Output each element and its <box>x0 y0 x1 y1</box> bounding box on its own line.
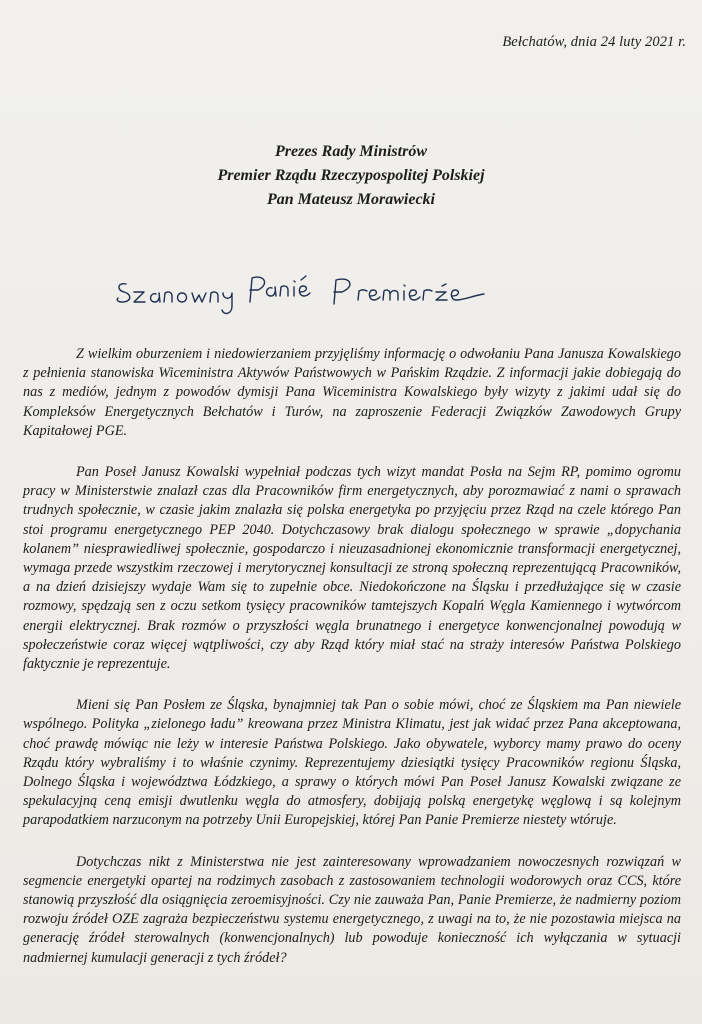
addressee-block <box>0 140 702 212</box>
letter-body <box>23 345 681 968</box>
paragraph-2: Pan Poseł Janusz Kowalski wypełniał podczas tych wizyt mandat Posła na Sejm RP, pomimo ogromu pracy w Ministerstwie znalazł czas dla Pracowników firm energetycznych, aby porozmawiać z nami o sprawach trudnych społecznie, w czasie jakim znalazła się polska energetyka po przyjęciu przez Rząd na czele którego Pan stoi programu energetycznego PEP 2040. Dotychczasowy brak dialogu społecznego w sprawie „dopychania kolanem” niesprawiedliwej społecznie, gospodarczo i nieuzasadnionej ekonomicznie transformacji energetycznej, wymaga przede wszystkim rzeczowej i merytorycznej konsultacji ze stroną społeczną reprezentującą Pracowników, a na dzień dzisiejszy wydaje Wam się to zupełnie obce. Niedokończone na Śląsku i przedłużające się w czasie rozmowy, spędzają sen z oczu setkom tysięcy pracowników tamtejszych Kopalń Węgla Kamiennego i wytwórcom energii elektrycznej. Brak rozmów o przyszłości węgla brunatnego i energetyce konwencjonalnej powodują w społeczeństwie coraz więcej wątpliwości, czy aby Rząd który miał stać na straży interesów Państwa Polskiego faktycznie je reprezentuje. <box>23 464 681 673</box>
date-line: Bełchatów, dnia 24 luty 2021 r. <box>502 34 686 50</box>
addressee-line-1: Prezes Rady Ministrów <box>274 143 427 160</box>
handwritten-greeting <box>112 262 512 322</box>
addressee-line-3: Pan Mateusz Morawiecki <box>266 191 435 208</box>
addressee-line-2: Premier Rządu Rzeczypospolitej Polskiej <box>217 167 485 184</box>
paragraph-1: Z wielkim oburzeniem i niedowierzaniem przyjęliśmy informację o odwołaniu Pana Janusza Kowalskiego z pełnienia stanowiska Wiceministra Aktywów Państwowych w Pańskim Rządzie. Z informacji jakie dobiegają do nas z mediów, jednym z powodów dymisji Pana Wiceministra Kowalskiego były wizyty z jakimi udał się do Kompleksów Energetycznych Bełchatów i Turów, na zaproszenie Federacji Związków Zawodowych Grupy Kapitałowej PGE. <box>23 346 681 439</box>
paragraph-4: Dotychczas nikt z Ministerstwa nie jest zainteresowany wprowadzaniem nowoczesnych rozwiązań w segmencie energetyki opartej na rodzimych zasobach z zastosowaniem technologii wodorowych oraz CCS, które stanowią przyszłość dla osiągnięcia zeroemisyjności. Czy nie zauważa Pan, Panie Premierze, że nadmierny poziom rozwoju źródeł OZE zagraża bezpieczeństwu systemu energetycznego, z uwagi na to, że nie pozostawia miejsca na generację źródeł sterowalnych (konwencjonalnych) lub powoduje konieczność ich wyłączania w sytuacji nadmiernej kumulacji generacji z tych źródeł? <box>23 853 681 966</box>
paragraph-3: Mieni się Pan Posłem ze Śląska, bynajmniej tak Pan o sobie mówi, choć ze Śląskiem ma Pan niewiele wspólnego. Polityka „zielonego ładu” kreowana przez Ministra Klimatu, jest jak widać przez Pana akceptowana, choć prawdę mówiąc nie leży w interesie Państwa Polskiego. Jako obywatele, wyborcy mamy prawo do oceny Rządu który wybraliśmy i to właśnie czynimy. Reprezentujemy dziesiątki tysięcy Pracowników regionu Śląska, Dolnego Śląska i województwa Łódzkiego, a sprawy o których mówi Pan Poseł Janusz Kowalski związane ze spekulacyjną ceną emisji dwutlenku węgla do atmosfery, dobijają polską energetykę węglową i są kolejnym parapodatkiem narzuconym na potrzeby Unii Europejskiej, której Pan Panie Premierze niestety wtóruje. <box>23 697 681 829</box>
